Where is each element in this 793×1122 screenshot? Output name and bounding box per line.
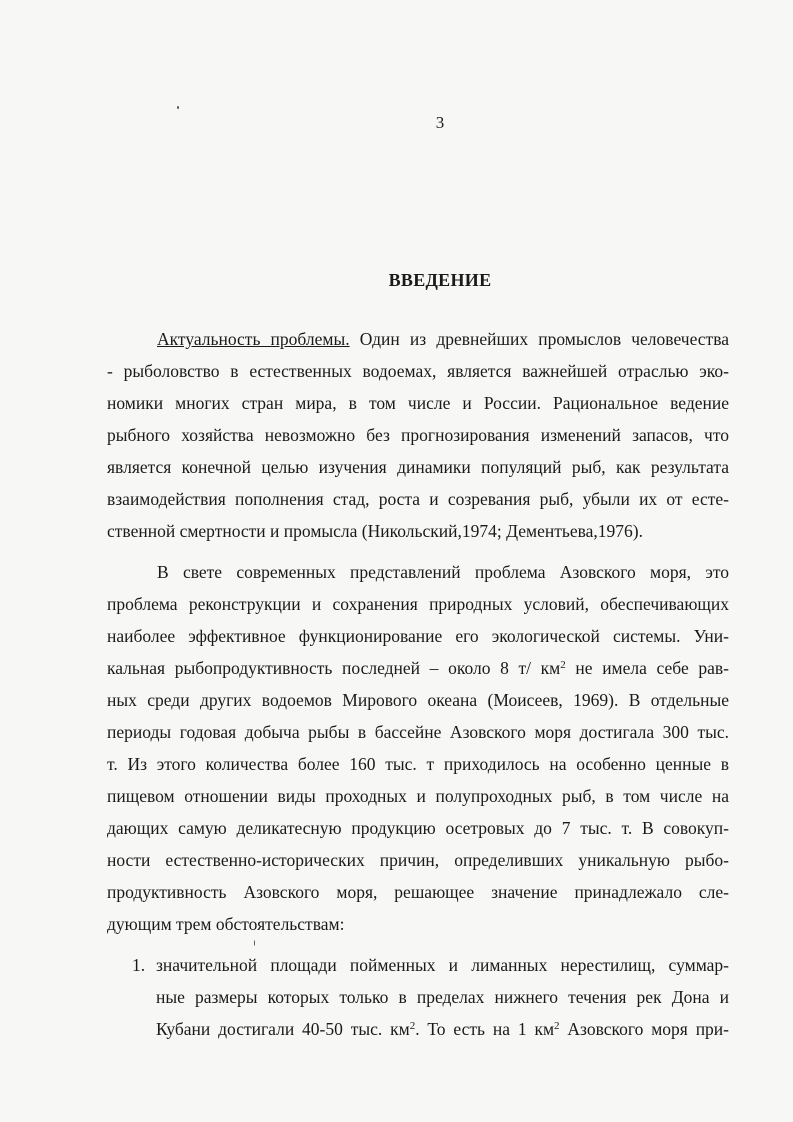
page-number: 3 — [435, 113, 445, 132]
paragraph-line: проблема реконструкции и сохранения природных условий, обеспечивающих — [107, 594, 729, 614]
paragraph-line: ных среди других водоемов Мирового океана (Моисеев, 1969). В отдельные — [107, 690, 729, 710]
paragraph-text: кальная рыбопродуктивность последней – около 8 т/ км — [107, 658, 561, 678]
paragraph-line: - рыболовство в естественных водоемах, является важнейшей отраслью эко- — [107, 361, 729, 381]
list-text: . То есть на 1 км — [415, 1019, 555, 1039]
paragraph-line: пищевом отношении виды проходных и полупроходных рыб, в том числе на — [107, 786, 729, 806]
paragraph-line: В свете современных представлений проблема Азовского моря, это — [157, 562, 729, 582]
paragraph-line: взаимодействия пополнения стад, роста и созревания рыб, убыли их от есте- — [107, 489, 729, 509]
list-text: Азовского моря при- — [559, 1019, 729, 1039]
paragraph-line — [157, 328, 729, 350]
superscript: 2 — [554, 1020, 560, 1032]
paragraph-line: наиболее эффективное функционирование его экологической системы. Уни- — [107, 626, 729, 646]
paragraph-line: номики многих стран мира, в том числе и России. Рациональное ведение — [107, 393, 729, 413]
superscript: 2 — [560, 659, 566, 671]
list-item-line — [156, 1018, 729, 1040]
superscript: 2 — [409, 1020, 416, 1032]
paragraph-line: ственной смертности и промысла (Никольский,1974; Дементьева,1976). — [107, 521, 643, 541]
section-heading: ВВЕДЕНИЕ — [388, 270, 492, 290]
paragraph-line: периоды годовая добыча рыбы в бассейне Азовского моря достигала 300 тыс. — [107, 722, 729, 742]
paragraph-line: ности естественно-исторических причин, определивших уникальную рыбо- — [107, 850, 729, 870]
scan-speck — [177, 106, 179, 109]
paragraph-line: т. Из этого количества более 160 тыс. т приходилось на особенно ценные в — [107, 754, 729, 774]
list-text: Кубани достигали 40-50 тыс. км — [156, 1019, 410, 1039]
paragraph-text: Один из древнейших промыслов человечества — [349, 329, 730, 349]
list-item-line: значительной площади пойменных и лиманных нерестилищ, суммар- — [156, 955, 729, 975]
paragraph-text: не имела себе рав- — [565, 658, 729, 678]
paragraph-line: является конечной целью изучения динамики популяций рыб, как результата — [107, 457, 729, 477]
scan-speck — [254, 940, 255, 946]
paragraph-line — [107, 657, 729, 679]
topic-label: Актуальность проблемы. — [157, 329, 350, 349]
paragraph-line: продуктивность Азовского моря, решающее значение принадлежало сле- — [107, 882, 729, 902]
paragraph-line: дающих самую деликатесную продукцию осетровых до 7 тыс. т. В совокуп- — [107, 818, 729, 838]
list-item-line: ные размеры которых только в пределах нижнего течения рек Дона и — [156, 987, 729, 1007]
list-number: 1. — [132, 955, 146, 975]
paragraph-line: рыбного хозяйства невозможно без прогнозирования изменений запасов, что — [107, 425, 729, 445]
paragraph-line: дующим трем обстоятельствам: — [107, 914, 345, 934]
